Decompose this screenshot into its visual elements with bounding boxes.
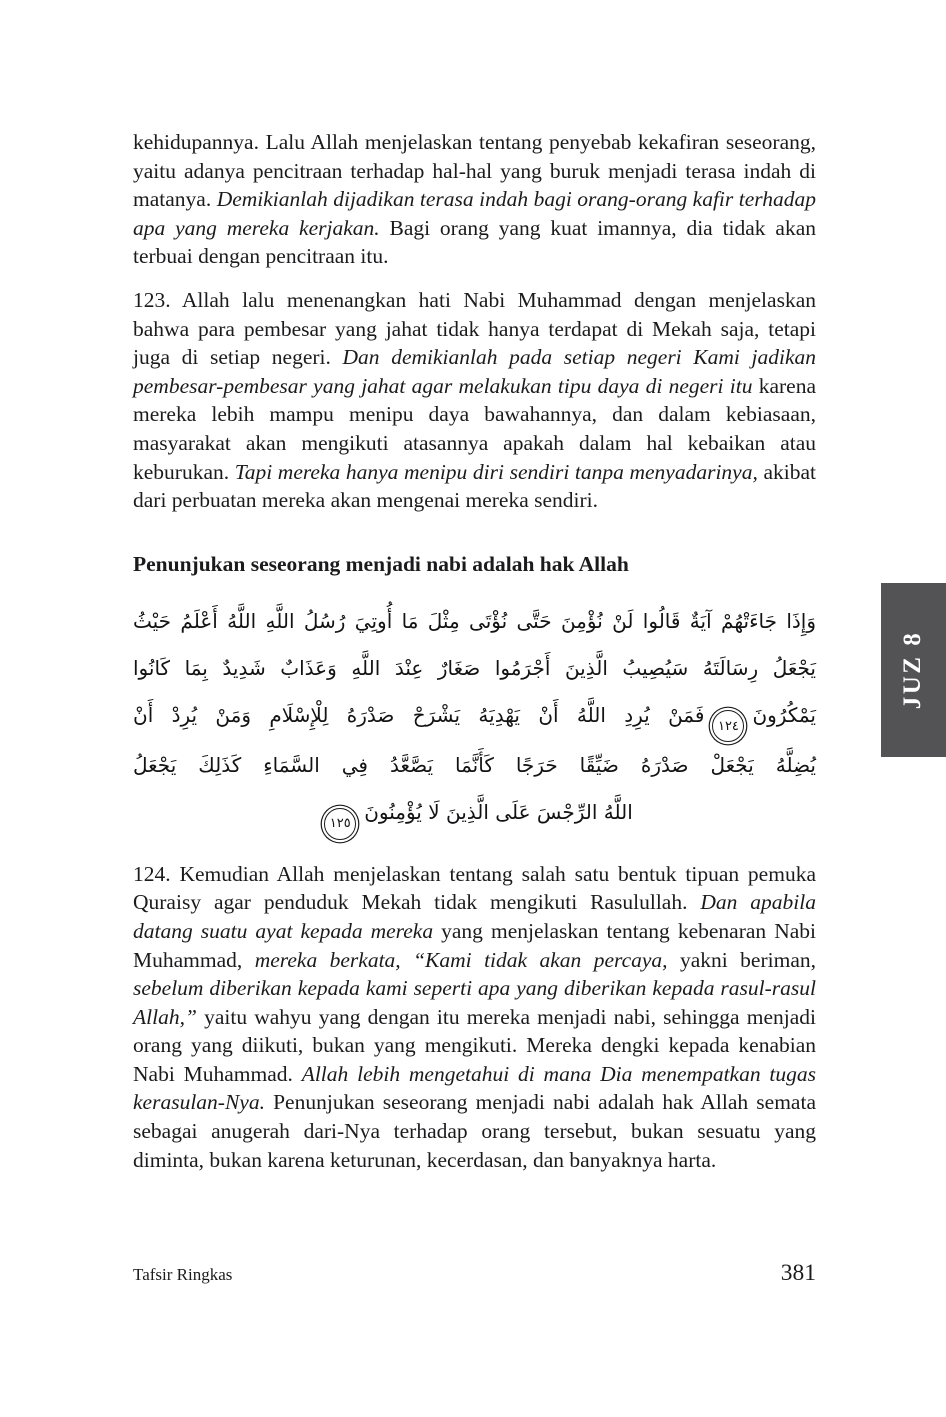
ayah-number-marker: ١٢٥ <box>324 808 356 840</box>
paragraph-intro-continuation: kehidupannya. Lalu Allah menjelaskan tentang penyebab kekafiran seseorang, yaitu adanya pencitraan terhadap hal-hal yang buruk menjadi terasa indah di matanya. Demikianlah dijadikan terasa indah bagi orang-orang kafir terhadap apa yang mereka kerjakan. Bagi orang yang kuat imannya, dia tidak akan terbuai dengan pencitraan itu. <box>133 130 817 269</box>
page-footer <box>133 1260 816 1287</box>
ayah-number-marker: ١٢٤ <box>712 710 744 742</box>
juz-tab <box>881 583 946 757</box>
page-content <box>133 128 816 1189</box>
page-number: 381 <box>780 1260 816 1286</box>
quran-verse-block <box>133 598 816 840</box>
paragraph-ayat-124: 124. Kemudian Allah menjelaskan tentang salah satu bentuk tipuan pemuka Quraisy agar penduduk Mekah tidak mengikuti Rasulullah. Dan apabila datang suatu ayat kepada mereka yang menjelaskan tentang kebenaran Nabi Muhammad, mereka berkata, “Kami tidak akan percaya, yakni beriman, sebelum diberikan kepada kami seperti apa yang diberikan kepada rasul-rasul Allah,” yaitu wahyu yang dengan itu mereka menjadi nabi, sehingga menjadi orang yang diikuti, bukan yang mengikuti. Mereka dengki kepada kenabian Nabi Muhammad. Allah lebih mengetahui di mana Dia menempatkan tugas kerasulan-Nya. Penunjukan seseorang menjadi nabi adalah hak Allah semata sebagai anugerah dari-Nya terhadap orang tersebut, bukan sesuatu yang diminta, bukan karena keturunan, kecerdasan, dan banyaknya harta. <box>133 861 817 1172</box>
quran-line-4: يُضِلَّهُ يَجْعَلْ صَدْرَهُ ضَيِّقًا حَرَجًا كَأَنَّمَا يَصَّعَّدُ فِي السَّمَاءِ كَذَلِكَ يَجْعَلُ <box>133 753 816 778</box>
juz-tab-label: JUZ 8 <box>899 630 927 710</box>
quran-line-2: يَجْعَلُ رِسَالَتَهُ سَيُصِيبُ الَّذِينَ أَجْرَمُوا صَغَارٌ عِنْدَ اللَّهِ وَعَذَابٌ شَدِيدٌ بِمَا كَانُوا <box>133 655 816 680</box>
quran-line-5: اللَّهُ الرِّجْسَ عَلَى الَّذِينَ لَا يُؤْمِنُونَ١٢٥ <box>133 789 816 840</box>
quran-line-1: وَإِذَا جَاءَتْهُمْ آيَةٌ قَالُوا لَنْ نُؤْمِنَ حَتَّى نُؤْتَى مِثْلَ مَا أُوتِيَ رُسُلُ اللَّهِ اللَّهُ أَعْلَمُ حَيْثُ <box>133 608 816 633</box>
paragraph-ayat-123: 123. Allah lalu menenangkan hati Nabi Muhammad dengan menjelaskan bahwa para pembesar yang jahat tidak hanya terdapat di Mekah saja, tetapi juga di setiap negeri. Dan demikianlah pada setiap negeri Kami jadikan pembesar-pembesar yang jahat agar melakukan tipu daya di negeri itu karena mereka lebih mampu menipu daya bawahannya, dan dalam kebiasaan, masyarakat akan mengikuti atasannya apakah dalam hal kebaikan atau keburukan. Tapi mereka hanya menipu diri sendiri tanpa menyadarinya, akibat dari perbuatan mereka akan mengenai mereka sendiri. <box>133 287 817 513</box>
quran-line-3: يَمْكُرُونَ١٢٤فَمَنْ يُرِدِ اللَّهُ أَنْ يَهْدِيَهُ يَشْرَحْ صَدْرَهُ لِلْإِسْلَامِ وَمَنْ يُرِدْ أَنْ <box>133 692 816 743</box>
section-heading: Penunjukan seseorang menjadi nabi adalah hak Allah <box>133 551 629 576</box>
footer-book-title: Tafsir Ringkas <box>133 1265 233 1284</box>
